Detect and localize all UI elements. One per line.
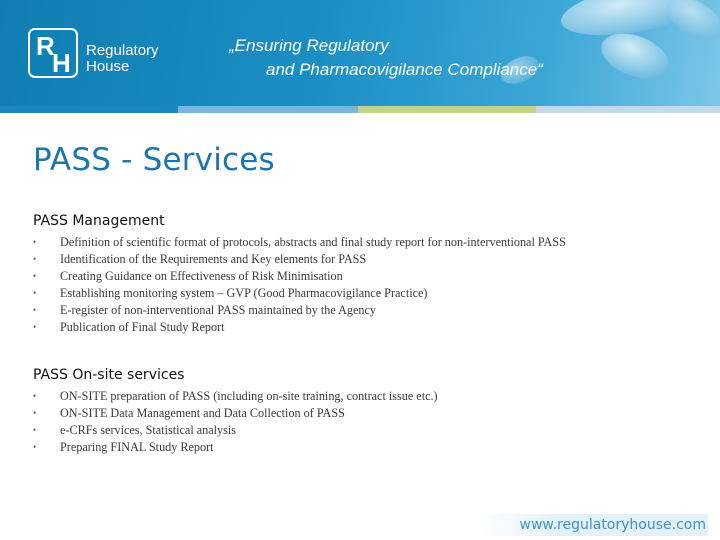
bullet-icon: • bbox=[33, 408, 37, 418]
bullet-icon: • bbox=[33, 288, 37, 298]
bullet-icon: • bbox=[33, 254, 37, 264]
bullet-icon: • bbox=[33, 322, 37, 332]
list-item-text: Identification of the Requirements and Key elements for PASS bbox=[60, 252, 367, 266]
footer-website-link[interactable]: www.regulatoryhouse.com bbox=[480, 514, 708, 536]
header-banner bbox=[0, 0, 720, 106]
slogan-line-2: and Pharmacovigilance Compliance“ bbox=[266, 60, 543, 79]
list-item-text: ON-SITE Data Management and Data Collection of PASS bbox=[60, 406, 345, 420]
list-item-text: e-CRFs services, Statistical analysis bbox=[60, 423, 237, 437]
list-item-text: Definition of scientific format of protocols, abstracts and final study report for non-interventional PASS bbox=[60, 235, 566, 249]
logo-line-2: House bbox=[86, 58, 130, 75]
logo-line-1: Regulatory bbox=[86, 42, 159, 59]
logo-letter-r: R bbox=[36, 31, 55, 61]
color-stripe bbox=[358, 106, 536, 113]
logo-letter-h: H bbox=[52, 48, 71, 78]
list-item-text: E-register of non-interventional PASS maintained by the Agency bbox=[60, 303, 377, 317]
logo-icon bbox=[28, 28, 78, 78]
bullet-icon: • bbox=[33, 305, 37, 315]
list-item-text: Publication of Final Study Report bbox=[60, 320, 225, 334]
section-heading-management: PASS Management bbox=[33, 213, 165, 229]
list-item-text: Preparing FINAL Study Report bbox=[60, 440, 214, 454]
bullet-icon: • bbox=[33, 425, 37, 435]
logo-wordmark bbox=[86, 43, 159, 75]
section-heading-onsite: PASS On-site services bbox=[33, 367, 185, 383]
color-stripe bbox=[536, 106, 720, 113]
color-stripe bbox=[0, 106, 178, 113]
list-item-text: Establishing monitoring system – GVP (Good Pharmacovigilance Practice) bbox=[60, 286, 428, 300]
pill-decoration bbox=[661, 0, 720, 49]
bullet-icon: • bbox=[33, 271, 37, 281]
bullet-icon: • bbox=[33, 391, 37, 401]
list-item-text: ON-SITE preparation of PASS (including on-site training, contract issue etc.) bbox=[60, 389, 438, 403]
color-stripe bbox=[178, 106, 358, 113]
bullet-icon: • bbox=[33, 442, 37, 452]
list-item-text: Creating Guidance on Effectiveness of Risk Minimisation bbox=[60, 269, 343, 283]
slogan-line-1: „Ensuring Regulatory bbox=[229, 36, 389, 55]
bullet-icon: • bbox=[33, 237, 37, 247]
page-title: PASS - Services bbox=[33, 142, 275, 178]
